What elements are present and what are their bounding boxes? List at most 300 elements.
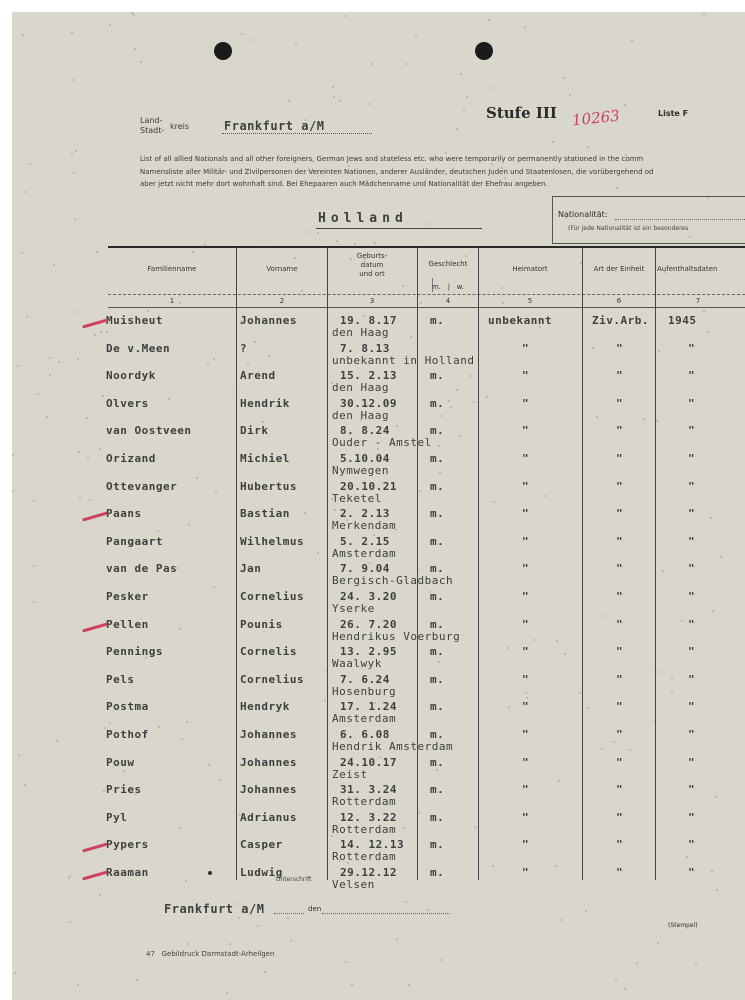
paper-speck (241, 33, 243, 35)
paper-speck (631, 40, 633, 42)
paper-speck (71, 153, 73, 155)
col-head-birth: Geburts- datum und ort (356, 252, 388, 278)
paper-speck (533, 639, 535, 641)
paper-speck (402, 285, 404, 287)
paper-speck (720, 556, 722, 558)
paper-speck (492, 865, 494, 867)
paper-speck (24, 784, 26, 786)
paper-speck (58, 361, 60, 363)
paper-speck (501, 287, 503, 289)
paper-speck (662, 570, 664, 572)
paper-speck (77, 984, 79, 986)
cell-home: " (522, 424, 530, 438)
cell-birthdate: 2. 2.13 (340, 507, 390, 521)
cell-home: " (522, 452, 530, 465)
col-num-4: 4 (445, 297, 451, 305)
paper-speck (656, 420, 658, 422)
cell-unit: " (616, 810, 624, 824)
col-num-1: 1 (169, 297, 175, 305)
paper-speck (403, 827, 405, 829)
paper-speck (681, 620, 683, 622)
paper-speck (493, 501, 495, 503)
ink-dot (208, 871, 212, 875)
nationality-note: (Für jede Nationalität ist ein besonderes (568, 225, 689, 232)
cell-year: 1945 (668, 314, 697, 327)
col-num-5: 5 (527, 297, 533, 305)
paper-speck (545, 495, 547, 497)
paper-speck (102, 395, 104, 397)
paper-speck (136, 979, 138, 981)
cell-surname: Muisheut (106, 314, 163, 327)
cell-year: " (688, 810, 696, 824)
paper-speck (79, 497, 81, 499)
paper-speck (456, 389, 458, 391)
paper-speck (511, 735, 513, 737)
paper-speck (615, 978, 617, 980)
paper-speck (53, 264, 55, 266)
cell-firstname: Johannes (240, 314, 297, 327)
paper-speck (507, 647, 509, 649)
paper-speck (49, 374, 51, 376)
cell-unit: Ziv.Arb. (592, 314, 649, 327)
cell-unit: " (616, 728, 624, 741)
column-divider-2 (327, 247, 328, 880)
cell-birthplace: Velsen (332, 878, 375, 891)
district-underline (222, 133, 372, 134)
cell-unit: " (616, 838, 624, 852)
cell-firstname: Johannes (240, 728, 297, 741)
paper-speck (420, 302, 422, 304)
paper-speck (75, 150, 77, 152)
paper-speck (671, 690, 673, 692)
paper-speck (448, 400, 450, 402)
paper-speck (579, 692, 581, 694)
paper-speck (636, 962, 638, 964)
cell-sex: m. (430, 810, 445, 824)
paper-speck (710, 517, 712, 519)
paper-speck (69, 921, 71, 923)
cell-home: " (522, 534, 530, 548)
paper-speck (238, 917, 240, 919)
cell-home: " (522, 810, 530, 824)
paper-speck (371, 63, 373, 65)
paper-speck (616, 187, 618, 189)
cell-birthdate: 29.12.12 (340, 866, 397, 879)
cell-unit: " (616, 534, 624, 548)
paper-speck (17, 365, 19, 367)
paper-speck (18, 754, 20, 756)
col-num-7: 7 (695, 297, 701, 305)
cell-sex: m. (430, 396, 445, 410)
paper-speck (339, 100, 341, 102)
cell-firstname: Johannes (240, 755, 297, 769)
paper-speck (490, 87, 492, 89)
cell-home: " (522, 783, 530, 797)
cell-birthplace: Bergisch-Gladbach (332, 574, 454, 588)
den-label: den (308, 905, 322, 913)
cell-birthdate: 31. 3.24 (340, 783, 397, 797)
cell-firstname: Arend (240, 369, 276, 383)
paper-speck (123, 770, 125, 772)
cell-year: " (688, 534, 696, 548)
paper-speck (77, 358, 79, 360)
paper-speck (601, 748, 603, 750)
paper-speck (466, 96, 468, 98)
paper-speck (25, 191, 27, 193)
paper-speck (264, 971, 266, 973)
paper-speck (168, 398, 170, 400)
paper-speck (12, 490, 14, 492)
cell-firstname: Johannes (240, 783, 297, 797)
cell-unit: " (616, 369, 624, 383)
cell-birthdate: 12. 3.22 (340, 810, 397, 824)
paper-speck (49, 357, 51, 359)
paper-speck (460, 73, 462, 75)
cell-sex: m. (430, 672, 445, 686)
cell-birthplace: Amsterdam (332, 712, 397, 726)
intro-german-2: aber jetzt nicht mehr dort wohnhaft sind. Bei Ehepaaren auch Mädchenname und Nationalität der Ehefrau angeben. (140, 180, 548, 188)
cell-firstname: ? (240, 341, 248, 355)
cell-year: " (688, 645, 696, 659)
paper-speck (450, 406, 452, 408)
paper-speck (334, 509, 336, 511)
paper-speck (374, 242, 376, 244)
cell-year: " (688, 424, 696, 438)
cell-sex: m. (430, 783, 445, 797)
cell-home: " (522, 562, 530, 576)
cell-home: " (522, 672, 530, 686)
cell-birthplace: Nymwegen (332, 464, 389, 477)
paper-speck (560, 919, 562, 921)
paper-speck (186, 721, 188, 723)
red-check-mark (82, 843, 108, 853)
paper-speck (587, 146, 589, 148)
paper-speck (419, 490, 421, 492)
paper-speck (426, 223, 428, 225)
paper-speck (474, 826, 476, 828)
cell-year: " (688, 590, 696, 603)
cell-unit: " (616, 590, 624, 603)
paper-speck (410, 336, 412, 338)
paper-speck (405, 901, 407, 903)
cell-firstname: Casper (240, 838, 283, 852)
cell-birthplace: Yserke (332, 602, 375, 615)
paper-speck (396, 425, 398, 427)
paper-speck (592, 347, 594, 349)
paper-speck (556, 640, 558, 642)
col-head-firstname: Vorname (266, 265, 298, 273)
paper-speck (103, 790, 105, 792)
cell-home: " (522, 507, 530, 521)
cell-birthdate: 6. 6.08 (340, 728, 390, 741)
cell-unit: " (616, 452, 624, 465)
paper-speck (317, 232, 319, 234)
paper-speck (629, 749, 631, 751)
paper-speck (441, 415, 443, 417)
paper-speck (263, 239, 265, 241)
paper-speck (99, 894, 101, 896)
paper-speck (231, 391, 233, 393)
cell-unit: " (616, 866, 624, 879)
paper-speck (624, 988, 626, 990)
paper-speck (213, 586, 215, 588)
cell-birthplace: Rotterdam (332, 795, 397, 809)
paper-speck (301, 290, 303, 292)
nationality-dotline (615, 219, 745, 220)
document-page (12, 12, 745, 1000)
cell-unit: " (616, 341, 624, 355)
paper-speck (68, 877, 70, 879)
paper-speck (604, 615, 606, 617)
cell-surname: Pyl (106, 810, 128, 824)
cell-surname: De v.Meen (106, 341, 171, 355)
paper-speck (33, 500, 35, 502)
cell-firstname: Ludwig (240, 866, 283, 879)
paper-speck (208, 764, 210, 766)
cell-unit: " (616, 507, 624, 521)
cell-home: " (522, 838, 530, 852)
col-head-home: Heimatort (512, 265, 548, 273)
paper-speck (295, 43, 297, 45)
paper-speck (438, 661, 440, 663)
paper-speck (26, 316, 28, 318)
cell-year: " (688, 341, 696, 355)
punch-hole-left (214, 42, 232, 60)
cell-year: " (688, 617, 696, 631)
cell-home: " (522, 369, 530, 383)
cell-year: " (688, 672, 696, 686)
cell-sex: m. (430, 369, 445, 383)
paper-speck (86, 417, 88, 419)
paper-speck (140, 61, 142, 63)
paper-speck (336, 240, 338, 242)
cell-birthplace: den Haag (332, 381, 389, 395)
paper-speck (624, 104, 626, 106)
paper-speck (345, 15, 347, 17)
cell-sex: m. (430, 562, 445, 576)
cell-sex: m. (430, 534, 445, 548)
paper-speck (188, 524, 190, 526)
paper-speck (158, 726, 160, 728)
cell-unit: " (616, 755, 624, 769)
paper-speck (354, 243, 356, 245)
paper-speck (643, 418, 645, 420)
cell-surname: Pypers (106, 838, 149, 852)
paper-speck (488, 19, 490, 21)
paper-speck (257, 925, 259, 927)
paper-speck (56, 740, 58, 742)
paper-speck (703, 13, 705, 15)
red-check-mark (82, 622, 108, 632)
paper-speck (71, 32, 73, 34)
paper-speck (438, 445, 440, 447)
paper-speck (715, 796, 717, 798)
paper-speck (263, 631, 265, 633)
paper-speck (558, 780, 560, 782)
liste-label: Liste F (658, 109, 689, 118)
paper-speck (716, 889, 718, 891)
cell-surname: Pries (106, 783, 142, 797)
paper-speck (287, 917, 289, 919)
paper-speck (671, 677, 673, 679)
cell-surname: Raaman (106, 866, 149, 879)
col-head-unit: Art der Einheit (593, 265, 645, 273)
red-check-mark (82, 870, 108, 880)
cell-birthdate: 24.10.17 (340, 755, 397, 769)
paper-speck (14, 972, 16, 974)
paper-speck (345, 961, 347, 963)
paper-speck (587, 707, 589, 709)
column-divider-5 (582, 247, 583, 880)
paper-speck (72, 79, 74, 81)
paper-speck (333, 96, 335, 98)
paper-speck (46, 416, 48, 418)
paper-speck (133, 14, 135, 16)
paper-speck (111, 231, 113, 233)
cell-sex: m. (430, 452, 445, 465)
nationality-label: Nationalität: (558, 210, 608, 219)
paper-speck (332, 86, 334, 88)
paper-speck (192, 251, 194, 253)
nationality-typed: Holland (318, 211, 408, 226)
paper-speck (439, 472, 441, 474)
paper-speck (526, 697, 528, 699)
paper-speck (712, 610, 714, 612)
paper-speck (436, 769, 438, 771)
cell-sex: m. (430, 617, 445, 631)
paper-speck (563, 77, 565, 79)
intro-english: List of all allied Nationals and all other foreigners, German Jews and stateless etc. who were temporarily or permanently stationed in the comm (140, 155, 644, 163)
cell-birthplace: Rotterdam (332, 822, 397, 836)
paper-speck (445, 152, 447, 154)
cell-firstname: Hendrik (240, 396, 290, 410)
cell-surname: Paans (106, 507, 142, 521)
paper-speck (33, 565, 35, 567)
paper-speck (229, 943, 231, 945)
column-divider-4 (478, 247, 479, 880)
cell-birthplace: den Haag (332, 326, 389, 339)
cell-birthdate: 17. 1.24 (340, 700, 397, 714)
paper-speck (459, 435, 461, 437)
paper-speck (695, 964, 697, 966)
cell-sex: m. (430, 755, 445, 769)
cell-year: " (688, 562, 696, 576)
paper-speck (207, 364, 209, 366)
cell-surname: Pothof (106, 728, 149, 741)
cell-birthplace: Merkendam (332, 519, 397, 533)
paper-speck (596, 416, 598, 418)
paper-speck (219, 779, 221, 781)
cell-unit: " (616, 479, 624, 493)
cell-firstname: Dirk (240, 424, 269, 438)
cell-sex: m. (430, 645, 445, 659)
cell-year: " (688, 838, 696, 852)
cell-birthdate: 20.10.21 (340, 479, 397, 493)
paper-speck (226, 992, 228, 994)
cell-home: unbekannt (488, 314, 553, 327)
col-num-2: 2 (279, 297, 285, 305)
cell-surname: Pesker (106, 590, 149, 603)
cell-firstname: Michiel (240, 452, 290, 465)
paper-speck (707, 331, 709, 333)
cell-year: " (688, 755, 696, 769)
paper-speck (185, 880, 187, 882)
paper-speck (415, 35, 417, 37)
paper-speck (405, 63, 407, 65)
paper-speck (686, 856, 688, 858)
paper-speck (73, 172, 75, 174)
paper-speck (109, 24, 111, 26)
paper-speck (524, 26, 526, 28)
paper-speck (21, 252, 23, 254)
cell-unit: " (616, 424, 624, 438)
cell-year: " (688, 507, 696, 521)
paper-speck (317, 552, 319, 554)
paper-speck (179, 827, 181, 829)
paper-speck (76, 311, 78, 313)
stempel-label: (Stempel) (668, 922, 698, 929)
cell-home: " (522, 700, 530, 714)
cell-surname: Pangaart (106, 534, 163, 548)
cell-birthdate: 7. 9.04 (340, 562, 390, 576)
paper-speck (564, 653, 566, 655)
paper-speck (408, 984, 410, 986)
paper-speck (711, 870, 713, 872)
cell-birthdate: 5. 2.15 (340, 534, 390, 548)
paper-speck (262, 421, 264, 423)
paper-speck (613, 741, 615, 743)
cell-year: " (688, 866, 696, 879)
cell-year: " (688, 728, 696, 741)
footer-dotline-1 (274, 913, 304, 914)
paper-speck (99, 448, 101, 450)
cell-birthplace: Zeist (332, 767, 368, 781)
cell-unit: " (616, 672, 624, 686)
cell-birthdate: 30.12.09 (340, 396, 397, 410)
header-separator (108, 294, 745, 295)
handwritten-reference: 10263 (571, 106, 621, 130)
nationality-underline (316, 228, 482, 229)
red-check-mark (82, 512, 108, 522)
cell-surname: Pennings (106, 645, 163, 659)
paper-speck (119, 335, 121, 337)
cell-birthdate: 15. 2.13 (340, 369, 397, 383)
cell-surname: Pouw (106, 755, 135, 769)
cell-unit: " (616, 700, 624, 714)
cell-firstname: Bastian (240, 507, 290, 521)
cell-sex: m. (430, 507, 445, 521)
cell-home: " (522, 728, 530, 741)
paper-speck (100, 331, 102, 333)
col-head-stay: Aufenthaltsdaten (657, 265, 718, 273)
cell-sex: m. (430, 479, 445, 493)
cell-birthplace: Hosenburg (332, 684, 397, 698)
cell-birthplace: Hendrikus Voerburg (332, 629, 461, 643)
paper-speck (106, 331, 108, 333)
cell-sex: m. (430, 590, 445, 603)
paper-speck (12, 454, 14, 456)
column-divider-6 (655, 247, 656, 880)
paper-speck (288, 100, 290, 102)
intro-german-1: Namensliste aller Militär- und Zivilpersonen der Vereinten Nationen, anderer Ausländer, deutschen Juden und Staatenlosen, die vorübergehend od (140, 168, 654, 176)
paper-speck (294, 257, 296, 259)
paper-speck (290, 940, 292, 942)
cell-birthdate: 19. 8.17 (340, 314, 397, 327)
paper-speck (470, 375, 472, 377)
paper-speck (196, 477, 198, 479)
col-head-sex: Geschlecht (428, 260, 468, 268)
paper-speck (252, 39, 254, 41)
